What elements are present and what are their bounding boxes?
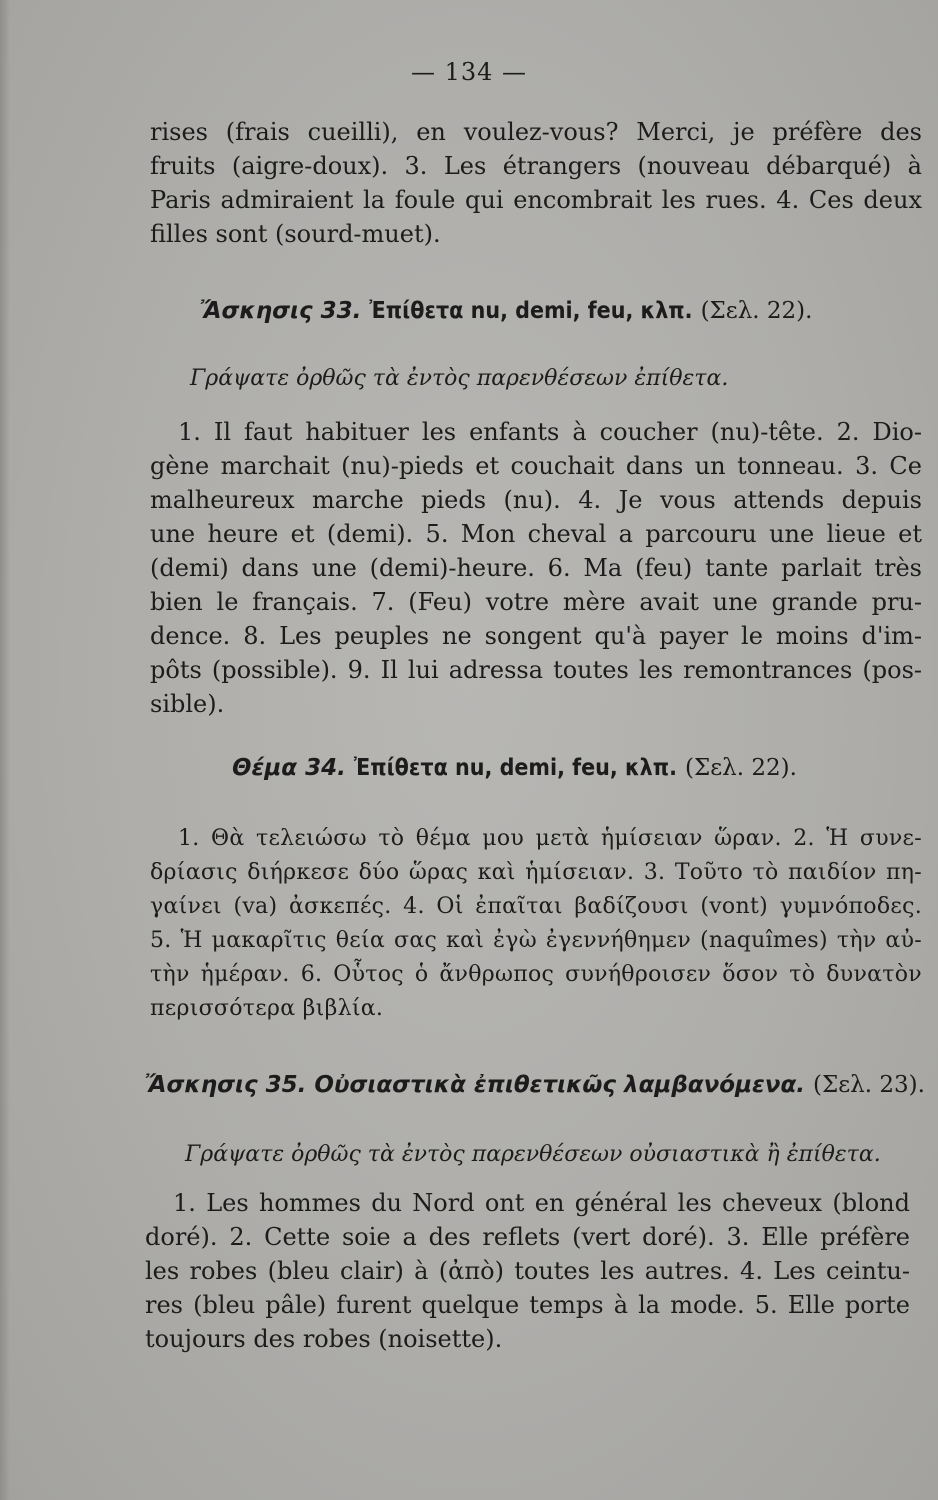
exercise-33-title: Ἐπίθετα nu, demi, feu, κλπ. [369,298,693,324]
exercise-35-number: Ἄσκησις 35. [145,1072,307,1098]
theme-34-number: Θέμα 34. [232,755,346,781]
exercise-33-heading [200,298,812,324]
text-line: dence. 8. Les peuples ne songent qu'à payer le moins d'im- [150,622,922,650]
text-line: fruits (aigre-doux). 3. Les étrangers (nouveau débarqué) à [150,152,922,180]
text-line: bien le français. 7. (Feu) votre mère avait une grande pru- [150,588,922,616]
text-line: gène marchait (nu)-pieds et couchait dans un tonneau. 3. Ce [150,452,922,480]
text-line: γαίνει (va) ἀσκεπές. 4. Οἱ ἐπαῖται βαδίζουσι (vont) γυμνόποδες. [150,894,922,919]
text-line: pôts (possible). 9. Il lui adressa toutes les remontrances (pos- [150,656,922,684]
text-line: 1. Il faut habituer les enfants à coucher (nu)-tête. 2. Dio- [178,418,922,446]
exercise-35-body [145,1186,910,1356]
text-line: filles sont (sourd-muet). [150,220,441,248]
exercise-33-body [150,415,922,721]
exercise-35-ref: (Σελ. 23). [813,1072,925,1098]
page-number: — 134 — [410,58,528,86]
exercise-33-number: Ἄσκησις 33. [200,298,362,324]
exercise-35-heading [145,1072,925,1098]
text-line: sible). [150,690,225,718]
text-line: (demi) dans une (demi)-heure. 6. Ma (feu) tante parlait très [150,554,922,582]
text-line: Paris admiraient la foule qui encombrait les rues. 4. Ces deux [150,186,922,214]
text-line: 1. Θὰ τελειώσω τὸ θέμα μου μετὰ ἡμίσειαν ὥραν. 2. Ἡ συνε- [178,826,922,851]
text-line: 1. Les hommes du Nord ont en général les cheveux (blond [173,1189,910,1217]
text-line: δρίασις διήρκεσε δύο ὥρας καὶ ἡμίσειαν. 3. Τοῦτο τὸ παιδίον πη- [150,860,922,885]
exercise-35-title: Οὐσιαστικὰ ἐπιθετικῶς λαμβανόμενα. [314,1072,806,1098]
exercise-33-ref: (Σελ. 22). [700,298,813,324]
text-line: malheureux marche pieds (nu). 4. Je vous attends depuis [150,486,922,514]
theme-34-heading [232,755,797,781]
text-line: doré). 2. Cette soie a des reflets (vert doré). 3. Elle préfère [145,1223,910,1251]
exercise-33-instruction: Γράψατε ὀρθῶς τὰ ἐντὸς παρενθέσεων ἐπίθετα. [190,366,729,391]
text-line: τὴν ἡμέραν. 6. Οὗτος ὁ ἄνθρωπος συνήθροισεν ὅσον τὸ δυνατὸν [150,962,922,987]
text-line: 5. Ἡ μακαρῖτις θεία σας καὶ ἐγὼ ἐγεννήθημεν (naquîmes) τὴν αὐ- [150,928,922,953]
theme-34-ref: (Σελ. 22). [685,755,797,781]
text-line: une heure et (demi). 5. Mon cheval a parcouru une lieue et [150,520,922,548]
text-line: toujours des robes (noisette). [145,1325,503,1353]
text-line: res (bleu pâle) furent quelque temps à la mode. 5. Elle porte [145,1291,910,1319]
exercise-35-instruction: Γράψατε ὀρθῶς τὰ ἐντὸς παρενθέσεων οὐσιαστικὰ ἢ ἐπίθετα. [185,1142,881,1167]
text-line: les robes (bleu clair) à (ἀπὸ) toutes les autres. 4. Les ceintu- [145,1257,910,1285]
theme-34-title: Ἐπίθετα nu, demi, feu, κλπ. [353,755,677,781]
theme-34-body [150,822,922,1026]
text-line: rises (frais cueilli), en voulez-vous? Merci, je préfère des [150,118,922,146]
continuation-paragraph [150,115,922,251]
text-line: περισσότερα βιβλία. [150,996,384,1021]
